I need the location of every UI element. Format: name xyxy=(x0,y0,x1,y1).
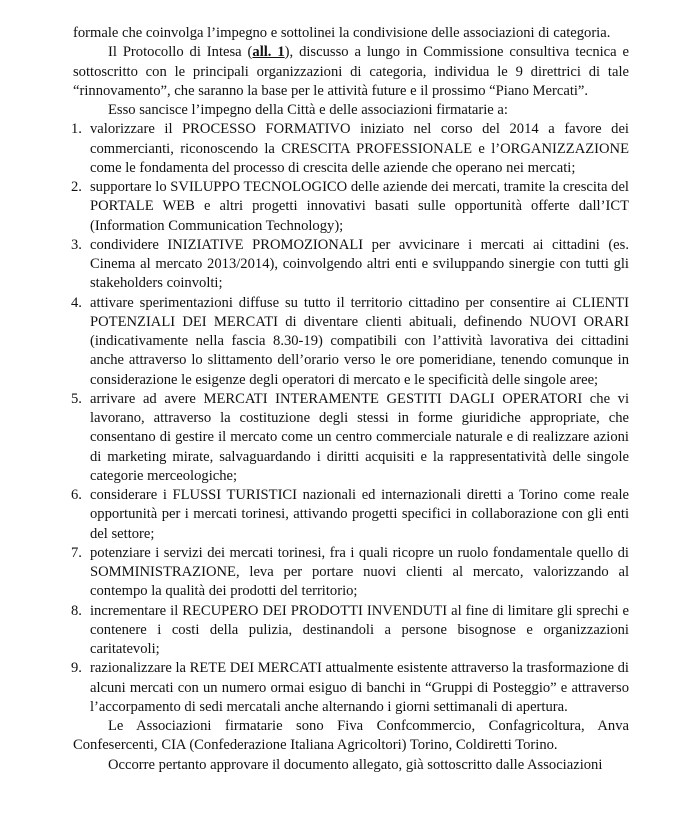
direction-number: 8. xyxy=(71,602,82,619)
direction-text: considerare i FLUSSI TURISTICI nazionali ed internazionali diretti a Torino come reale opportunità per i mercati torinesi, attivando progetti specifici in collaborazione con gli enti del settore; xyxy=(90,487,629,542)
direction-text: condividere INIZIATIVE PROMOZIONALI per avvicinare i mercati ai cittadini (es. Cinema al mercato 2013/2014), coinvolgendo altri enti e sviluppando sinergie con tutti gli stakeholders coinvolti; xyxy=(90,236,629,292)
direction-item-4 xyxy=(73,294,629,390)
direction-item-1 xyxy=(73,120,629,178)
direction-item-7 xyxy=(73,544,629,602)
direction-item-2 xyxy=(73,178,629,236)
direction-text: razionalizzare la RETE DEI MERCATI attualmente esistente attraverso la trasformazione di alcuni mercati con un numero ormai esiguo di banchi in “Gruppi di Posteggio” e attraverso l’accorpamento di sedi mercatali anche alternando i giorni settimanali di apertura. xyxy=(90,660,629,715)
direction-text: potenziare i servizi dei mercati torinesi, fra i quali ricopre un ruolo fondamentale quello di SOMMINISTRAZIONE, leva per portare nuovi clienti al mercato, valorizzando al contempo la qualità dei prodotti del territorio; xyxy=(90,544,629,600)
direction-item-5 xyxy=(73,390,629,486)
commitment-intro: Esso sancisce l’impegno della Città e delle associazioni firmatarie a: xyxy=(108,102,508,118)
document-page xyxy=(73,24,629,775)
attachment-reference: all. 1 xyxy=(252,44,285,61)
direction-item-3 xyxy=(73,236,629,294)
direction-number: 6. xyxy=(71,487,82,503)
closing-paragraph: Occorre pertanto approvare il documento allegato, già sottoscritto dalle Associazioni xyxy=(108,756,603,773)
direction-number: 9. xyxy=(71,660,82,677)
direction-number: 7. xyxy=(71,544,82,561)
direction-item-8 xyxy=(73,602,629,660)
directions-list xyxy=(73,120,629,717)
intro-paragraph: formale che coinvolga l’impegno e sottolinei la condivisione delle associazioni di categoria. xyxy=(73,25,611,41)
direction-number: 1. xyxy=(71,121,82,138)
signatories-paragraph: Le Associazioni firmatarie sono Fiva Confcommercio, Confagricoltura, Anva Confesercenti, CIA (Confederazione Italiana Agricoltori) Torino, Coldiretti Torino. xyxy=(73,718,629,754)
direction-item-6 xyxy=(73,486,629,544)
direction-number: 4. xyxy=(71,294,82,311)
direction-number: 5. xyxy=(71,390,82,407)
protocol-text-after: ), discusso a lungo in Commissione consultiva tecnica e sottoscritto con le principali organizzazioni di categoria, individua le 9 direttrici di tale “rinnovamento”, che saranno la base per le attività future e il prossimo “Piano Mercati”. xyxy=(73,44,630,99)
direction-item-9 xyxy=(73,659,629,717)
protocol-paragraph xyxy=(73,43,629,101)
direction-text: attivare sperimentazioni diffuse su tutto il territorio cittadino per consentire ai CLIENTI POTENZIALI DEI MERCATI di diventare clienti abituali, definendo NUOVI ORARI (indicativamente nella fascia 8.30-19) compatibili con l’attività lavorativa dei cittadini anche attraverso lo slittamento dell’orario verso le ore pomeridiane, tenendo comunque in considerazione le esigenze degli operatori di mercato e le specificità delle singole aree; xyxy=(90,294,629,388)
direction-number: 2. xyxy=(71,179,82,195)
direction-text: supportare lo SVILUPPO TECNOLOGICO delle aziende dei mercati, tramite la crescita del PORTALE WEB e altri progetti innovativi basati sulle opportunità offerte dall’ICT (Information Communication Technology); xyxy=(90,179,629,234)
direction-text: arrivare ad avere MERCATI INTERAMENTE GESTITI DAGLI OPERATORI che vi lavorano, attraverso la costituzione degli stessi in forme giuridiche appropriate, che consentano di gestire il mercato come un centro commerciale naturale e di realizzare azioni di marketing mirate, salvaguardando i diritti acquisiti e la rappresentatività delle singole categorie merceologiche; xyxy=(90,390,629,484)
direction-number: 3. xyxy=(71,236,82,253)
protocol-text-before: Il Protocollo di Intesa ( xyxy=(108,44,253,61)
direction-text: valorizzare il PROCESSO FORMATIVO iniziato nel corso del 2014 a favore dei commercianti, riconoscendo la CRESCITA PROFESSIONALE e l’ORGANIZZAZIONE come le fondamenta del processo di crescita delle aziende che operano nei mercati; xyxy=(90,121,629,176)
direction-text: incrementare il RECUPERO DEI PRODOTTI INVENDUTI al fine di limitare gli sprechi e contenere i costi della pulizia, destinandoli a persone bisognose e organizzazioni caritatevoli; xyxy=(90,602,629,657)
